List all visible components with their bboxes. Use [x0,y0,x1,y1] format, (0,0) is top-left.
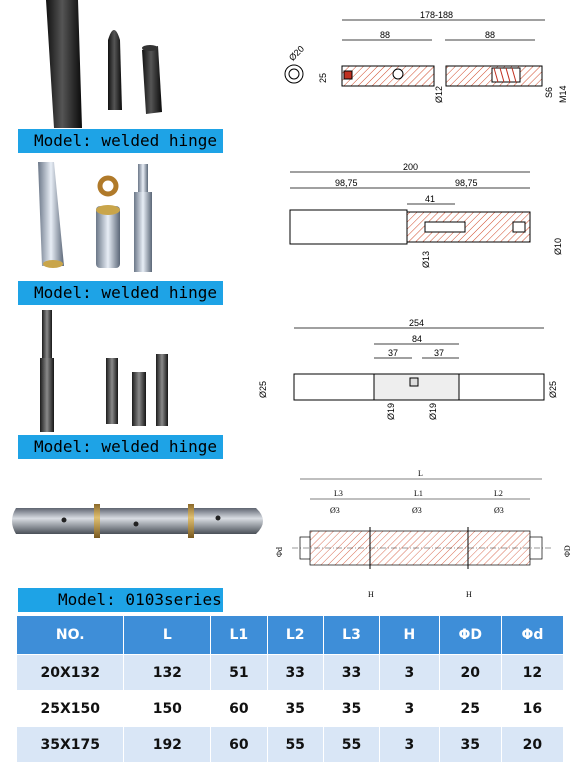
hinge-photo-2 [20,158,220,278]
cell-L: 150 [124,691,211,727]
dim-L1: L1 [414,489,423,498]
table-row [17,727,564,763]
dim-d-right-3: Ø25 [548,380,558,398]
dim-d19a: Ø19 [386,402,396,420]
technical-drawing-3 [254,316,572,426]
hinge-photo-3 [18,306,218,434]
model-label-2: Model: welded hinge [18,281,223,305]
technical-drawing-2 [285,160,570,270]
dim-L3: L3 [334,489,343,498]
cell-D: 20 [439,655,501,691]
model-label-1: Model: welded hinge [18,129,223,153]
dim-seg-left-3: 37 [388,348,399,358]
cell-L2: 33 [267,655,323,691]
dim-d13: Ø13 [421,250,431,268]
cell-L2: 55 [267,727,323,763]
cell-L3: 35 [323,691,379,727]
dim-d-left-3: Ø25 [258,380,268,398]
cell-d: 12 [501,655,563,691]
col-H: H [380,616,439,655]
technical-drawing-4 [272,465,574,603]
cell-H: 3 [380,727,439,763]
cell-d: 20 [501,727,563,763]
hinge-photo-1 [16,0,216,128]
dim-d10: Ø10 [553,237,563,255]
dim-H-1: H [368,590,374,599]
col-L2: L2 [267,616,323,655]
dim-d19b: Ø19 [428,402,438,420]
dim-eye-1: Ø20 [286,43,307,63]
table-header-row [17,616,564,655]
dim-overall-1: 178-188 [420,10,454,20]
dim-seg-right-3: 37 [434,348,445,358]
cell-L1: 51 [211,655,267,691]
dim-mid-2: 41 [425,194,436,204]
dim-bore-1: Ø12 [434,85,444,103]
col-L1: L1 [211,616,267,655]
dim-right-1: 88 [485,30,496,40]
dim-height-1: 25 [318,72,328,83]
table-row [17,655,564,691]
col-d: Φd [501,616,563,655]
dim-overall-3: 254 [409,318,425,328]
dim-left-1: 88 [380,30,391,40]
cell-L2: 35 [267,691,323,727]
cell-d: 16 [501,691,563,727]
dim-hole-1: Ø3 [330,506,340,515]
cell-L: 192 [124,727,211,763]
cell-L3: 55 [323,727,379,763]
cell-L3: 33 [323,655,379,691]
dim-L: L [418,469,423,478]
dim-L2: L2 [494,489,503,498]
model-label-3: Model: welded hinge [18,435,223,459]
col-L3: L3 [323,616,379,655]
technical-drawing-1 [280,8,570,108]
hinge-photo-4 [8,490,270,552]
cell-no: 25X150 [17,691,124,727]
model-label-4: Model: 0103series [18,588,223,612]
dim-m-1: M14 [558,85,568,103]
dim-H-2: H [466,590,472,599]
dim-s-1: S6 [544,86,554,98]
table-row [17,691,564,727]
dim-D: ΦD [563,545,572,557]
cell-D: 25 [439,691,501,727]
cell-L1: 60 [211,727,267,763]
col-L: L [124,616,211,655]
dim-d: Φd [275,547,284,557]
dim-overall-2: 200 [403,162,419,172]
dim-left-2: 98,75 [335,178,358,188]
cell-H: 3 [380,655,439,691]
cell-no: 20X132 [17,655,124,691]
dim-hole-2: Ø3 [412,506,422,515]
dim-mid-3: 84 [412,334,423,344]
dim-hole-3: Ø3 [494,506,504,515]
spec-table [16,615,564,763]
cell-L: 132 [124,655,211,691]
cell-D: 35 [439,727,501,763]
dim-right-2: 98,75 [455,178,478,188]
cell-no: 35X175 [17,727,124,763]
col-no: NO. [17,616,124,655]
cell-H: 3 [380,691,439,727]
cell-L1: 60 [211,691,267,727]
col-D: ΦD [439,616,501,655]
